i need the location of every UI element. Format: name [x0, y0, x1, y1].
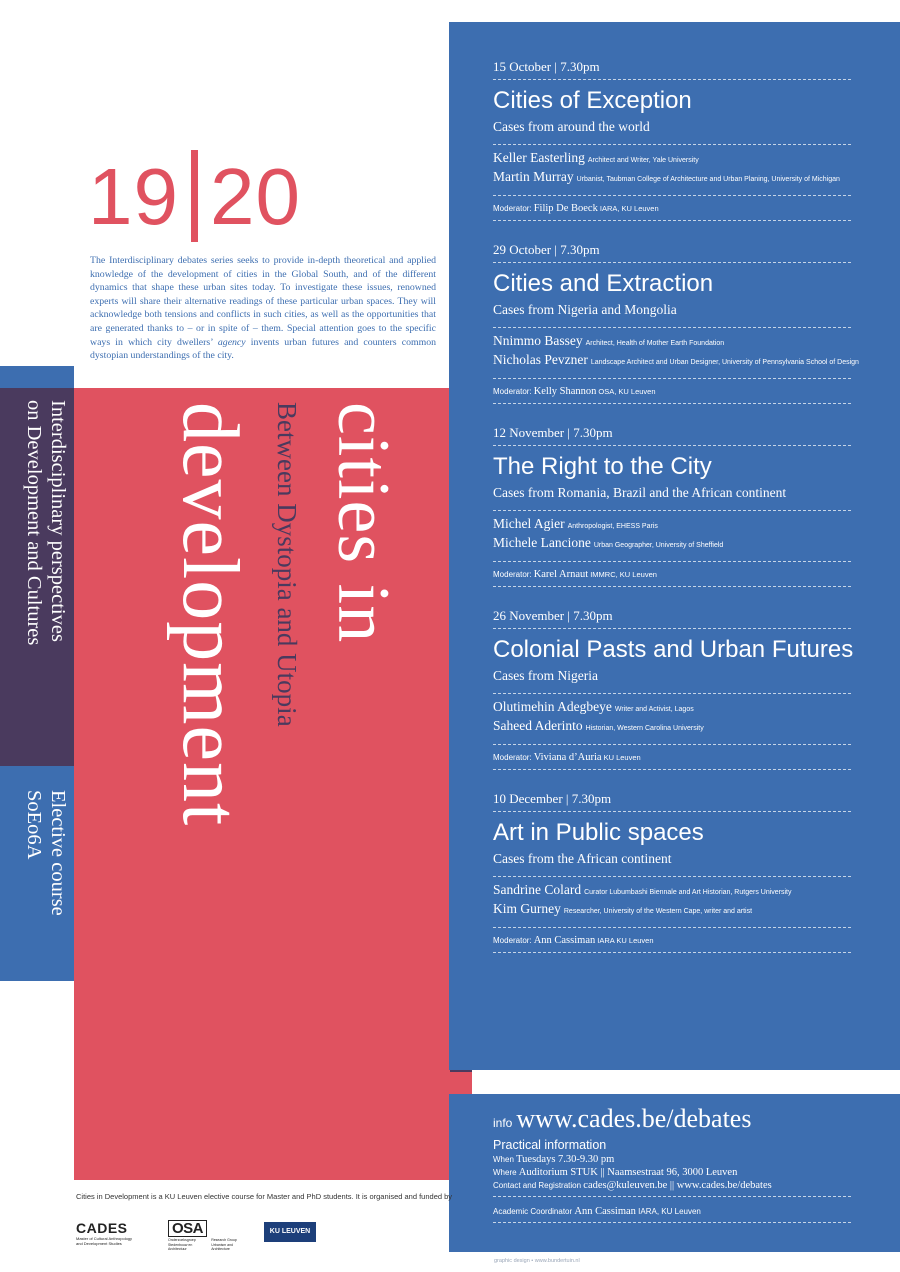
- coordinator-row: Academic Coordinator Ann Cassiman IARA, KU Leuven: [493, 1206, 701, 1217]
- intro-italic: agency: [217, 336, 246, 348]
- perspectives-line-1: Interdisciplinary perspectives: [47, 400, 69, 642]
- perspectives-text: [22, 400, 70, 645]
- event-title: Cities of Exception: [493, 87, 692, 114]
- event-date: 29 October | 7.30pm: [493, 242, 851, 263]
- contact-row: Contact and Registration cades@kuleuven.be || www.cades.be/debates: [493, 1180, 772, 1191]
- speaker: Martin Murray Urbanist, Taubman College of Architecture and Urban Planing, University of Michigan: [493, 168, 840, 184]
- speaker: Saheed Aderinto Historian, Western Carolina University: [493, 717, 704, 733]
- osa-logo: OSA Onderzoeksgroep Stedenbouw en Architectuur Research Group Urbanism and Architecture: [168, 1220, 237, 1251]
- speaker: Kim Gurney Researcher, University of the Western Cape, writer and artist: [493, 900, 753, 916]
- event-moderator: Moderator: Filip De Boeck IARA, KU Leuven: [493, 203, 851, 221]
- event-cases: Cases from around the world: [493, 119, 851, 145]
- info-label: info: [493, 1116, 513, 1130]
- elective-line-2: SoEo6A: [23, 790, 45, 860]
- event-title: The Right to the City: [493, 453, 712, 480]
- intro-paragraph: [90, 254, 436, 363]
- speaker: Olutimehin Adegbeye Writer and Activist, Lagos: [493, 699, 694, 714]
- event-moderator: Moderator: Kelly Shannon OSA, KU Leuven: [493, 386, 851, 404]
- event-title: Cities and Extraction: [493, 270, 714, 297]
- event-title: Art in Public spaces: [493, 819, 704, 846]
- funding-note: Cities in Development is a KU Leuven elective course for Master and PhD students. It is organised and funded by: [76, 1192, 453, 1201]
- where-row: Where Auditorium STUK || Naamsestraat 96, 3000 Leuven: [493, 1167, 738, 1178]
- event-3: [493, 425, 851, 587]
- design-credit: graphic design • www.bundertuin.nl: [494, 1258, 580, 1264]
- title-line-1: cities in: [322, 402, 404, 644]
- year-left: 19: [88, 152, 179, 241]
- event-moderator: Moderator: Viviana d’Auria KU Leuven: [493, 752, 851, 770]
- speaker: Nnimmo Bassey Architect, Health of Mother Earth Foundation: [493, 333, 725, 348]
- event-1: [493, 59, 851, 221]
- event-2: [493, 242, 859, 404]
- logo-row: [76, 1220, 436, 1250]
- info-box: [449, 1094, 900, 1252]
- event-cases: Cases from Nigeria: [493, 668, 851, 694]
- event-5: [493, 791, 851, 953]
- event-moderator: Moderator: Karel Arnaut IMMRC, KU Leuven: [493, 569, 851, 587]
- info-url-link[interactable]: www.cades.be/debates: [516, 1104, 752, 1133]
- divider: [493, 1196, 851, 1197]
- intro-text-1: The Interdisciplinary debates series seeks to provide in-depth theoretical and applied knowledge of the development of cities in the Global South, and of the different dynamics that shape these urban sites today. To investigate these issues, renowned experts will share their alternative readings of these particular urban spaces. They will acknowledge both tensions and conflicts in such cities, as well as the opportunities that are generated thanks to – or in spite of – them. Special attention goes to the specific ways in which city dwellers’: [90, 255, 436, 348]
- practical-heading: Practical information: [493, 1138, 607, 1152]
- contact-link[interactable]: cades@kuleuven.be || www.cades.be/debates: [583, 1180, 772, 1191]
- elective-line-1: Elective course: [47, 790, 69, 916]
- elective-text: [22, 790, 70, 916]
- event-title: Colonial Pasts and Urban Futures: [493, 636, 854, 663]
- speaker: Michel Agier Anthropologist, EHESS Paris: [493, 516, 658, 531]
- event-date: 26 November | 7.30pm: [493, 608, 851, 629]
- event-date: 12 November | 7.30pm: [493, 425, 851, 446]
- title-line-2: development: [166, 402, 254, 827]
- event-4: [493, 608, 854, 770]
- event-date: 10 December | 7.30pm: [493, 791, 851, 812]
- red-square: [450, 1072, 472, 1094]
- speaker: Nicholas Pevzner Landscape Architect and Urban Designer, University of Pennsylvania School of Design: [493, 351, 859, 367]
- speaker: Keller Easterling Architect and Writer, Yale University: [493, 150, 699, 165]
- title-subtitle: Between Dystopia and Utopia: [272, 402, 302, 727]
- speaker: Michele Lancione Urban Geographer, University of Sheffield: [493, 534, 724, 550]
- speaker: Sandrine Colard Curator Lubumbashi Biennale and Art Historian, Rutgers University: [493, 882, 792, 897]
- when-row: When Tuesdays 7.30-9.30 pm: [493, 1154, 615, 1165]
- program-column: [449, 22, 900, 1070]
- event-cases: Cases from the African continent: [493, 851, 851, 877]
- event-date: 15 October | 7.30pm: [493, 59, 851, 80]
- divider: [493, 1222, 851, 1223]
- perspectives-line-2: on Development and Cultures: [23, 400, 45, 646]
- year-heading: [88, 150, 301, 242]
- ku-leuven-logo: KU LEUVEN: [264, 1222, 316, 1242]
- intro-text-2: invents urban futures and counters common dystopian understandings of the city.: [90, 336, 437, 362]
- year-divider: [191, 150, 198, 242]
- cades-logo: CADES Master of Cultural Anthropology and Development Studies: [76, 1220, 133, 1246]
- year-right: 20: [209, 152, 301, 241]
- event-cases: Cases from Romania, Brazil and the African continent: [493, 485, 851, 511]
- event-cases: Cases from Nigeria and Mongolia: [493, 302, 851, 328]
- event-moderator: Moderator: Ann Cassiman IARA KU Leuven: [493, 935, 851, 953]
